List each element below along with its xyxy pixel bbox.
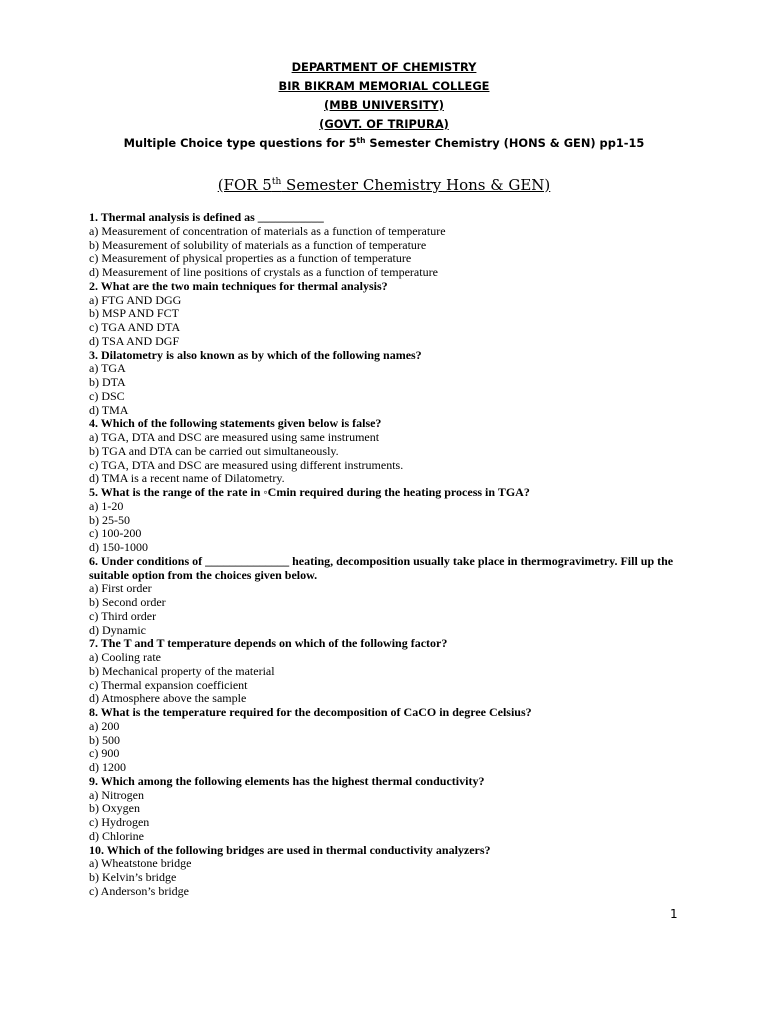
page-subtitle: (FOR 5th Semester Chemistry Hons & GEN) xyxy=(217,176,551,194)
question-block xyxy=(89,211,689,280)
college-title: BIR BIKRAM MEMORIAL COLLEGE xyxy=(278,79,490,93)
govt-title: (GOVT. OF TRIPURA) xyxy=(319,117,449,131)
question-block xyxy=(89,844,689,899)
answer-option: c) TGA AND DTA xyxy=(89,320,181,334)
answer-option: c) DSC xyxy=(89,388,125,403)
question-text: 9. Which among the following elements has the highest thermal conductivity? xyxy=(89,773,485,788)
answer-option: b) Second order xyxy=(89,595,166,609)
question-text: 6. Under conditions of ______________ heating, decomposition usually take place in thermogravimetry. Fill up the suitable option from the choices given below. xyxy=(89,553,674,582)
question-text: 4. Which of the following statements given below is false? xyxy=(89,416,382,431)
answer-option: a) 1-20 xyxy=(89,498,124,513)
question-block xyxy=(89,486,689,555)
answer-option: c) Hydrogen xyxy=(89,815,150,829)
answer-option: c) Anderson’s bridge xyxy=(89,883,189,898)
answer-option: c) Thermal expansion coefficient xyxy=(89,677,248,692)
page-number: 1 xyxy=(670,907,678,921)
answer-option: b) DTA xyxy=(89,375,126,389)
answer-option: b) TGA and DTA can be carried out simultaneously. xyxy=(89,443,339,458)
question-list xyxy=(89,211,689,899)
answer-option: d) 150-1000 xyxy=(89,540,148,554)
document-header xyxy=(0,58,768,154)
answer-option: d) TMA xyxy=(89,402,129,417)
question-text: 5. What is the range of the rate in ◦Cmin required during the heating process in TGA? xyxy=(89,485,530,499)
answer-option: d) TSA AND DGF xyxy=(89,333,180,348)
question-block xyxy=(89,417,689,486)
question-text: 2. What are the two main techniques for thermal analysis? xyxy=(89,278,388,293)
answer-option: b) 25-50 xyxy=(89,512,130,527)
answer-option: a) First order xyxy=(89,581,152,596)
answer-option: a) 200 xyxy=(89,718,120,733)
answer-option: b) Mechanical property of the material xyxy=(89,663,275,678)
answer-option: a) TGA, DTA and DSC are measured using same instrument xyxy=(89,430,380,444)
answer-option: c) 100-200 xyxy=(89,526,142,541)
answer-option: d) Dynamic xyxy=(89,622,146,637)
mcq-heading: Multiple Choice type questions for 5th Semester Chemistry (HONS & GEN) pp1-15 xyxy=(123,136,645,150)
answer-option: a) Wheatstone bridge xyxy=(89,856,192,871)
answer-option: d) Measurement of line positions of crystals as a function of temperature xyxy=(89,265,438,279)
answer-option: c) 900 xyxy=(89,746,120,761)
answer-option: a) Measurement of concentration of materials as a function of temperature xyxy=(89,223,446,238)
question-block xyxy=(89,637,689,706)
answer-option: b) 500 xyxy=(89,732,120,747)
answer-option: b) Measurement of solubility of materials as a function of temperature xyxy=(89,237,427,252)
answer-option: a) Cooling rate xyxy=(89,650,161,664)
answer-option: c) Third order xyxy=(89,608,157,623)
question-block xyxy=(89,706,689,775)
answer-option: d) TMA is a recent name of Dilatometry. xyxy=(89,471,285,486)
answer-option: a) Nitrogen xyxy=(89,787,144,802)
question-text: 7. The T and T temperature depends on which of the following factor? xyxy=(89,636,448,651)
question-text: 8. What is the temperature required for the decomposition of CaCO in degree Celsius? xyxy=(89,705,532,719)
answer-option: c) Measurement of physical properties as a function of temperature xyxy=(89,251,412,266)
question-block xyxy=(89,555,689,638)
answer-option: a) FTG AND DGG xyxy=(89,292,182,307)
answer-option: d) Atmosphere above the sample xyxy=(89,691,247,706)
university-title: (MBB UNIVERSITY) xyxy=(324,98,444,112)
answer-option: d) 1200 xyxy=(89,760,126,774)
answer-option: d) Chlorine xyxy=(89,828,144,843)
question-text: 10. Which of the following bridges are used in thermal conductivity analyzers? xyxy=(89,842,491,857)
question-block xyxy=(89,280,689,349)
question-text: 1. Thermal analysis is defined as ___________ xyxy=(89,210,324,224)
answer-option: a) TGA xyxy=(89,361,126,376)
answer-option: b) Kelvin’s bridge xyxy=(89,870,177,884)
answer-option: b) MSP AND FCT xyxy=(89,306,179,321)
question-block xyxy=(89,775,689,844)
question-block xyxy=(89,349,689,418)
answer-option: c) TGA, DTA and DSC are measured using different instruments. xyxy=(89,457,404,472)
answer-option: b) Oxygen xyxy=(89,801,140,816)
department-title: DEPARTMENT OF CHEMISTRY xyxy=(291,60,477,74)
question-text: 3. Dilatometry is also known as by which of the following names? xyxy=(89,347,422,362)
